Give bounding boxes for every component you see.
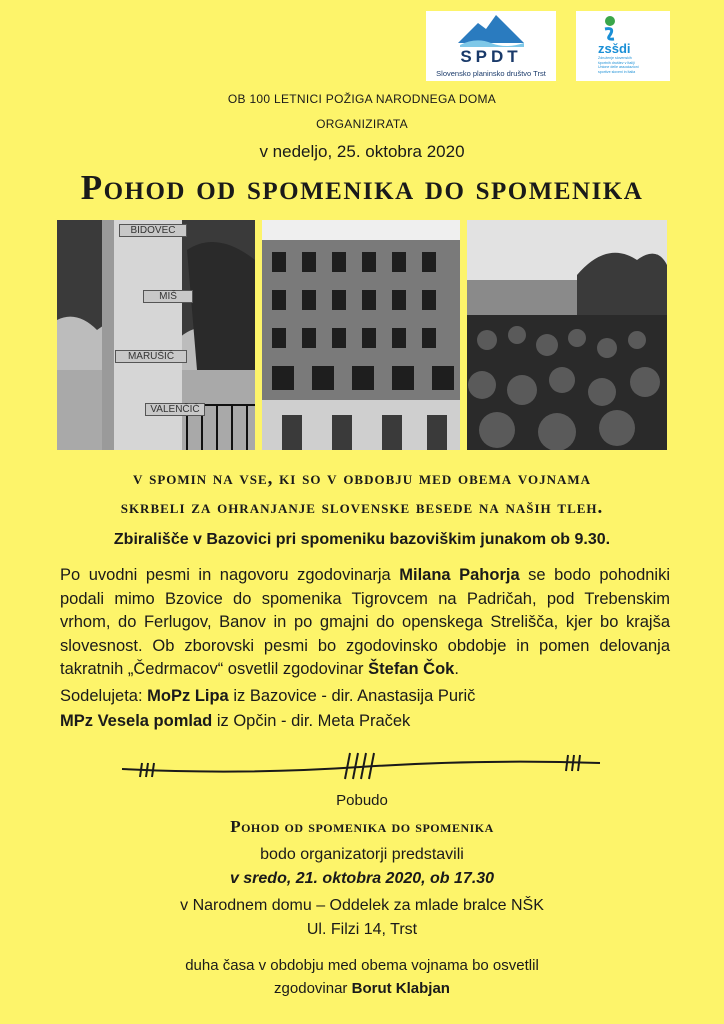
presentation-line: bodo organizatorji predstavili [260, 846, 464, 863]
participants-line-1: Sodelujeta: MoPz Lipa iz Bazovice - dir. Anastasija Purič [60, 687, 476, 705]
participants-line-2: MPz Vesela pomlad iz Opčin - dir. Meta Praček [60, 712, 411, 730]
page-title: Pohod od spomenika do spomenika [80, 168, 644, 207]
spdt-logo [426, 11, 556, 81]
monument-photo [57, 220, 255, 450]
presentation-speaker: zgodovinar Borut Klabjan [274, 980, 450, 997]
presentation-topic: duha časa v obdobju med obema vojnama bo osvetlil [185, 957, 539, 974]
monument-label: MIŠ [143, 290, 193, 303]
monument-label: BIDOVEC [119, 224, 187, 237]
organizers-line: ORGANIZIRATA [316, 117, 408, 131]
zssdi-emblem-icon [602, 15, 618, 41]
spdt-name: SPDT [460, 47, 522, 66]
program-paragraph: Po uvodni pesmi in nagovoru zgodovinarja Milana Pahorja se bodo pohodniki podali mimo Bzovice do spomenika Tigrovcem na Padričah, pod Trebenskim vrhom, do Ferlugov, Banov in po gmajni do openskega Strelišča, kjer bo krajša slovesnost. Ob zborovski pesmi bo zgodovinsko obdobje in pomen delovanja takratnih „Čedrmacov“ osvetlil zgodovinar Štefan Čok. [60, 566, 671, 678]
burned-building-photo [262, 220, 460, 450]
zssdi-desc: Združenje slovenskih športnih društev v Italiji Unione delle associazioni sportive sloveni in Italia [598, 56, 639, 74]
presentation-venue: v Narodnem domu – Oddelek za mlade bralce NŠK [180, 897, 544, 914]
anniversary-line: OB 100 LETNICI POŽIGA NARODNEGA DOMA [227, 92, 497, 106]
crowd-photo [467, 220, 667, 450]
presentation-address: Ul. Filzi 14, Trst [306, 921, 418, 938]
monument-label: MARUŠIČ [115, 350, 187, 363]
zssdi-logo [576, 11, 670, 81]
zssdi-name: zsšdi [598, 41, 631, 56]
presentation-intro: Pobudo [336, 792, 388, 809]
presentation-title: Pohod od spomenika do spomenika [230, 817, 494, 836]
presentation-date: v sredo, 21. oktobra 2020, ob 17.30 [229, 870, 495, 887]
dedication-line-2: skrbeli za ohranjanje slovenske besede na naših tleh. [120, 497, 604, 518]
trail-divider [120, 745, 602, 785]
monument-label: VALENČIČ [145, 403, 205, 416]
dedication-line-1: v spomin na vse, ki so v obdobju med obema vojnama [132, 468, 592, 489]
historian-name: Milana Pahorja [399, 566, 520, 584]
spdt-subtitle: Slovensko planinsko društvo Trst [436, 69, 546, 78]
event-date: v nedeljo, 25. oktobra 2020 [259, 142, 465, 161]
meeting-point: Zbirališče v Bazovici pri spomeniku bazoviškim junakom ob 9.30. [113, 531, 611, 548]
historian-name: Štefan Čok [368, 660, 455, 678]
mountain-icon [456, 13, 526, 49]
